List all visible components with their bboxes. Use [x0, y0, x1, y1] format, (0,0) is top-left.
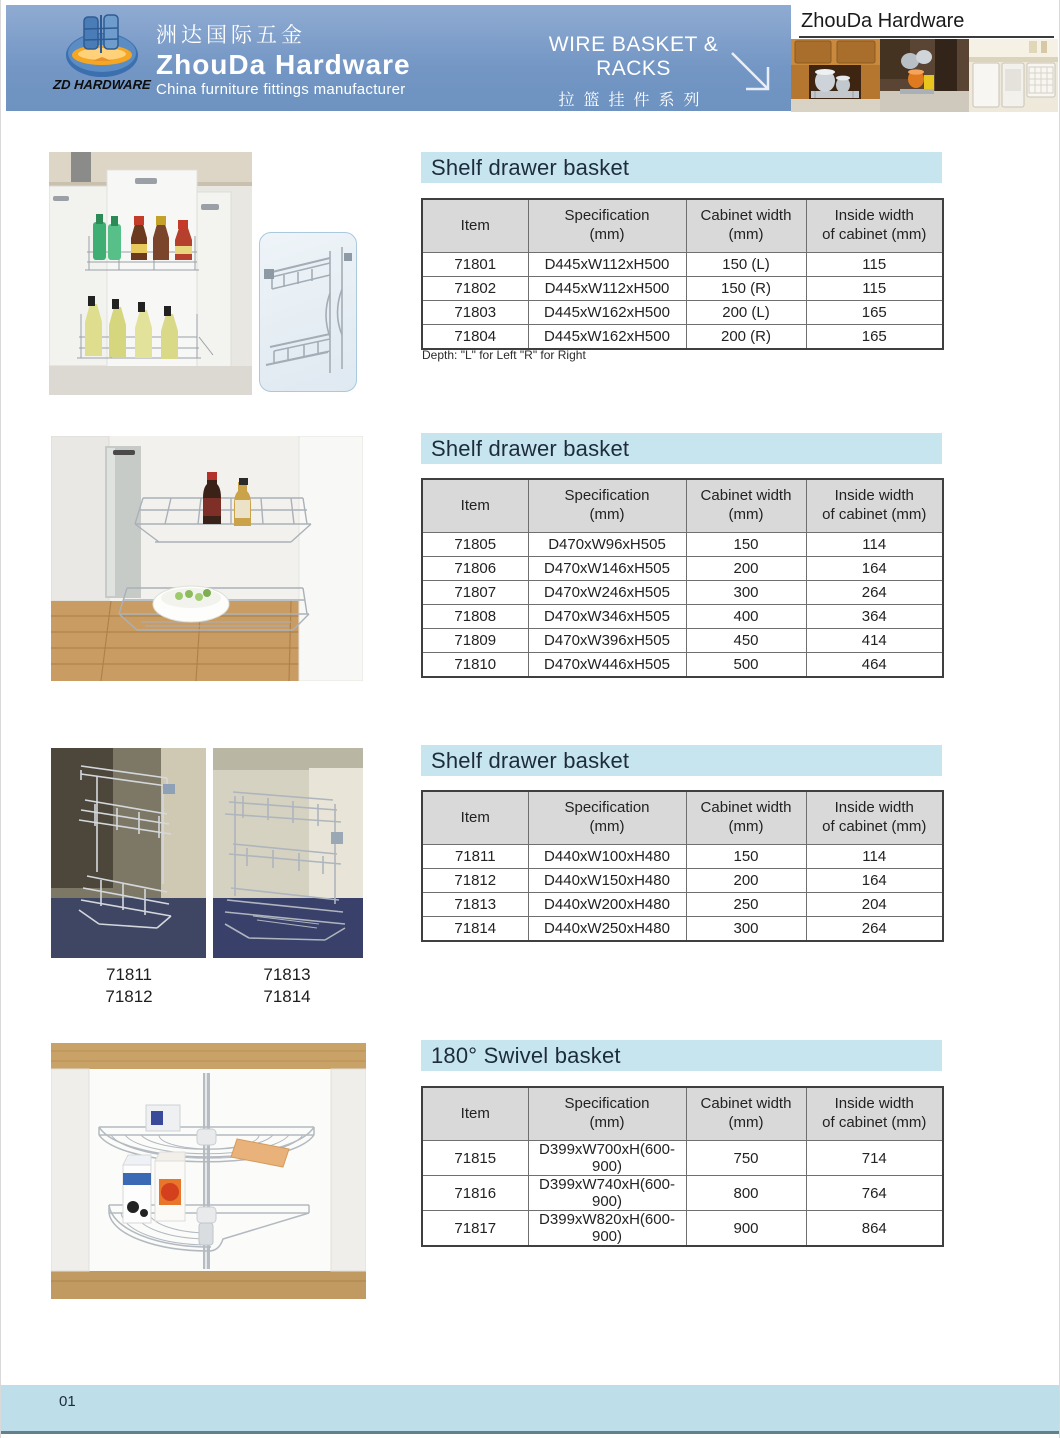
table-row — [422, 917, 943, 942]
brand-block — [156, 19, 411, 98]
spec-cell: 165 — [806, 325, 943, 350]
table-row — [422, 1141, 943, 1176]
table-row — [422, 277, 943, 301]
spec-cell: D440xW200xH480 — [528, 893, 686, 917]
spec-cell: 364 — [806, 605, 943, 629]
spec-cell: D445xW112xH500 — [528, 253, 686, 277]
item-number[interactable]: 71805 — [422, 533, 528, 557]
spec-cell: 464 — [806, 653, 943, 678]
spec-cell: 204 — [806, 893, 943, 917]
brand-tagline: China furniture fittings manufacturer — [156, 81, 406, 99]
column-header: Specification (mm) — [528, 479, 686, 533]
table-row — [422, 533, 943, 557]
spec-cell: 264 — [806, 917, 943, 942]
spec-cell: D445xW112xH500 — [528, 277, 686, 301]
spec-cell: 900 — [686, 1211, 806, 1247]
table-note: Depth: "L" for Left "R" for Right — [422, 348, 586, 362]
column-header: Cabinet width (mm) — [686, 791, 806, 845]
product-photo-71811-71812 — [51, 748, 206, 958]
spec-cell: 300 — [686, 917, 806, 942]
spec-cell: 864 — [806, 1211, 943, 1247]
spec-cell: 150 (L) — [686, 253, 806, 277]
table-row — [422, 557, 943, 581]
company-logo — [46, 13, 158, 105]
spec-cell: 300 — [686, 581, 806, 605]
column-header: Specification (mm) — [528, 1087, 686, 1141]
item-number[interactable]: 71810 — [422, 653, 528, 678]
series-title-block — [521, 33, 746, 110]
spec-cell: 450 — [686, 629, 806, 653]
photo-panel-title: ZhouDa Hardware — [799, 5, 1054, 38]
column-header: Specification (mm) — [528, 791, 686, 845]
column-header: Inside width of cabinet (mm) — [806, 791, 943, 845]
brand-name-english: ZhouDa Hardware — [156, 49, 411, 80]
section-title-3: Shelf drawer basket — [421, 745, 942, 776]
section-title-2: Shelf drawer basket — [421, 433, 942, 464]
spec-cell: 250 — [686, 893, 806, 917]
spec-cell: 200 — [686, 869, 806, 893]
spec-cell: D470xW346xH505 — [528, 605, 686, 629]
photo-caption-left: 71811 71812 — [105, 965, 153, 1007]
table-row — [422, 301, 943, 325]
spec-cell: 114 — [806, 533, 943, 557]
item-number[interactable]: 71813 — [422, 893, 528, 917]
spec-table-3 — [421, 790, 944, 942]
spec-cell: 264 — [806, 581, 943, 605]
header-photo-panel — [791, 5, 1058, 111]
item-number[interactable]: 71806 — [422, 557, 528, 581]
column-header: Inside width of cabinet (mm) — [806, 1087, 943, 1141]
spec-cell: 414 — [806, 629, 943, 653]
item-number[interactable]: 71801 — [422, 253, 528, 277]
item-number[interactable]: 71808 — [422, 605, 528, 629]
spec-table-4 — [421, 1086, 944, 1247]
section-title-1: Shelf drawer basket — [421, 152, 942, 183]
column-header: Inside width of cabinet (mm) — [806, 479, 943, 533]
item-number[interactable]: 71802 — [422, 277, 528, 301]
spec-cell: 400 — [686, 605, 806, 629]
spec-cell: D399xW740xH(600-900) — [528, 1176, 686, 1211]
spec-cell: 115 — [806, 277, 943, 301]
product-photo-shelf-drawer-basket-1 — [49, 152, 252, 395]
table-row — [422, 605, 943, 629]
item-number[interactable]: 71814 — [422, 917, 528, 942]
spec-cell: D445xW162xH500 — [528, 325, 686, 350]
spec-table-1 — [421, 198, 944, 350]
spec-cell: 150 — [686, 533, 806, 557]
spec-cell: 714 — [806, 1141, 943, 1176]
table-row — [422, 1211, 943, 1247]
series-title-english: WIRE BASKET & RACKS — [548, 33, 719, 80]
spec-cell: D470xW446xH505 — [528, 653, 686, 678]
kitchen-photo-white-kitchen — [969, 39, 1058, 112]
header-brand-band — [6, 5, 791, 111]
spec-cell: 750 — [686, 1141, 806, 1176]
kitchen-photo-corner-cabinet — [880, 39, 969, 112]
spec-cell: D470xW146xH505 — [528, 557, 686, 581]
spec-cell: 200 — [686, 557, 806, 581]
column-header: Item — [422, 479, 528, 533]
spec-cell: D440xW100xH480 — [528, 845, 686, 869]
spec-cell: D399xW700xH(600-900) — [528, 1141, 686, 1176]
spec-cell: 150 — [686, 845, 806, 869]
spec-cell: 165 — [806, 301, 943, 325]
spec-cell: 500 — [686, 653, 806, 678]
spec-cell: 164 — [806, 557, 943, 581]
item-number[interactable]: 71811 — [422, 845, 528, 869]
table-row — [422, 869, 943, 893]
spec-cell: 115 — [806, 253, 943, 277]
item-number[interactable]: 71815 — [422, 1141, 528, 1176]
product-photo-shelf-drawer-basket-2 — [51, 436, 363, 681]
spec-table-2 — [421, 478, 944, 678]
column-header: Cabinet width (mm) — [686, 1087, 806, 1141]
table-row — [422, 629, 943, 653]
diagonal-arrow-icon — [724, 47, 782, 103]
table-row — [422, 253, 943, 277]
column-header: Inside width of cabinet (mm) — [806, 199, 943, 253]
column-header: Item — [422, 1087, 528, 1141]
series-title-chinese: 拉篮挂件系列 — [558, 92, 709, 109]
logo-wordmark: ZD HARDWARE — [52, 77, 152, 92]
page-number: 01 — [59, 1393, 76, 1410]
spec-cell: D470xW396xH505 — [528, 629, 686, 653]
product-photo-71813-71814 — [213, 748, 363, 958]
header-photo-strip — [791, 39, 1058, 112]
item-number[interactable]: 71809 — [422, 629, 528, 653]
spec-cell: 200 (L) — [686, 301, 806, 325]
product-inset-wire-rack — [259, 232, 357, 392]
item-number[interactable]: 71812 — [422, 869, 528, 893]
spec-cell: 150 (R) — [686, 277, 806, 301]
item-number[interactable]: 71804 — [422, 325, 528, 350]
globe-logo-icon — [60, 13, 144, 79]
item-number[interactable]: 71807 — [422, 581, 528, 605]
spec-cell: 800 — [686, 1176, 806, 1211]
spec-cell: 164 — [806, 869, 943, 893]
spec-cell: D445xW162xH500 — [528, 301, 686, 325]
column-header: Item — [422, 791, 528, 845]
table-row — [422, 845, 943, 869]
table-row — [422, 581, 943, 605]
item-number[interactable]: 71816 — [422, 1176, 528, 1211]
table-row — [422, 325, 943, 350]
spec-cell: D440xW150xH480 — [528, 869, 686, 893]
spec-cell: 764 — [806, 1176, 943, 1211]
spec-cell: D470xW96xH505 — [528, 533, 686, 557]
table-header-row — [422, 199, 943, 253]
column-header: Cabinet width (mm) — [686, 479, 806, 533]
brand-name-chinese: 洲达国际五金 — [156, 24, 306, 47]
product-photo-swivel-basket — [51, 1043, 366, 1299]
column-header: Item — [422, 199, 528, 253]
photo-caption-right: 71813 71814 — [263, 965, 311, 1007]
table-row — [422, 893, 943, 917]
item-number[interactable]: 71817 — [422, 1211, 528, 1247]
table-header-row — [422, 479, 943, 533]
spec-cell: D399xW820xH(600-900) — [528, 1211, 686, 1247]
column-header: Cabinet width (mm) — [686, 199, 806, 253]
section-title-4: 180° Swivel basket — [421, 1040, 942, 1071]
spec-cell: D440xW250xH480 — [528, 917, 686, 942]
table-header-row — [422, 791, 943, 845]
table-row — [422, 1176, 943, 1211]
kitchen-photo-wood-cabinet — [791, 39, 880, 112]
table-header-row — [422, 1087, 943, 1141]
spec-cell: D470xW246xH505 — [528, 581, 686, 605]
spec-cell: 114 — [806, 845, 943, 869]
table-row — [422, 653, 943, 678]
spec-cell: 200 (R) — [686, 325, 806, 350]
footer-bar — [1, 1385, 1059, 1434]
page-header — [6, 5, 1054, 111]
column-header: Specification (mm) — [528, 199, 686, 253]
item-number[interactable]: 71803 — [422, 301, 528, 325]
